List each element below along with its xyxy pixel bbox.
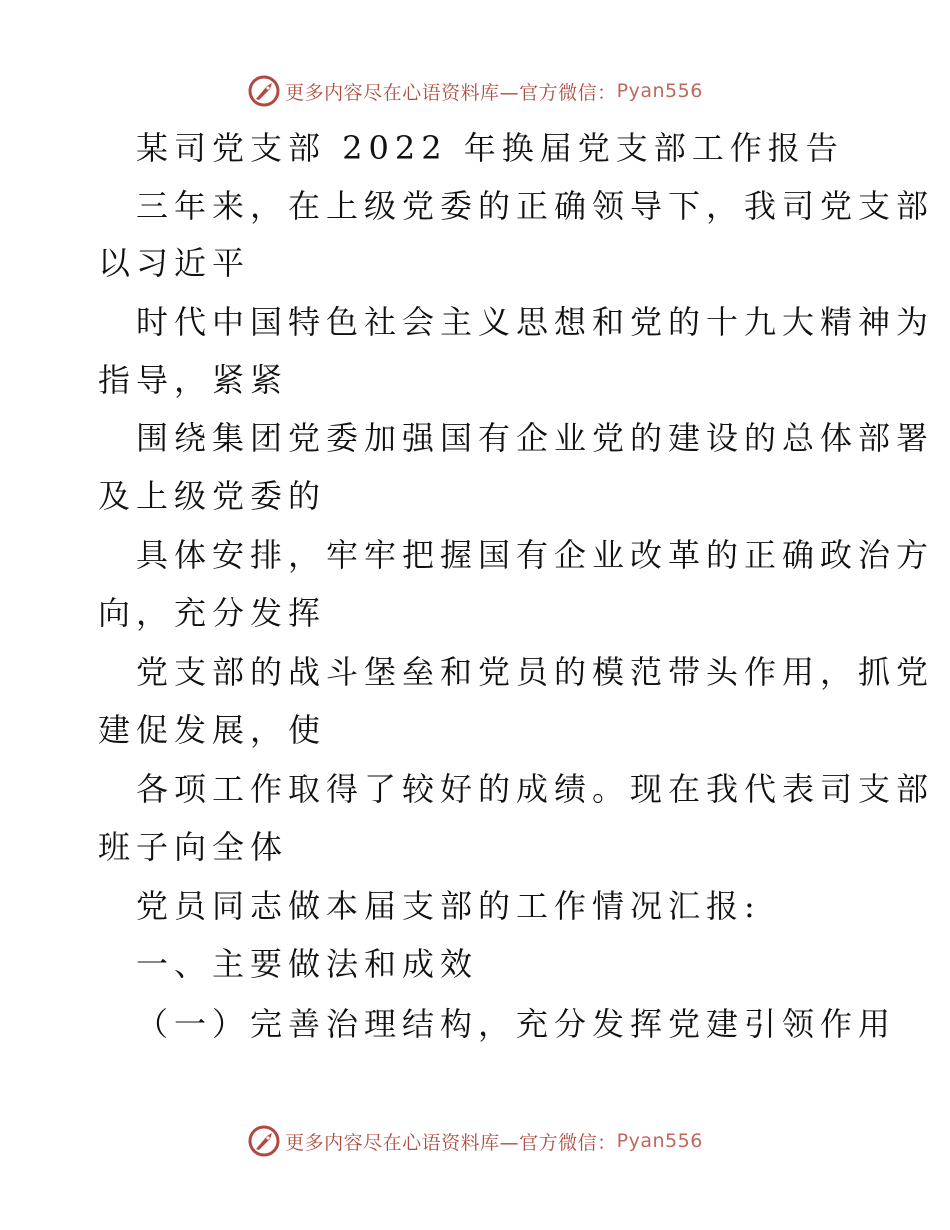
pen-nib-logo-icon [247, 74, 281, 108]
watermark-text-cn: 更多内容尽在心语资料库—官方微信： [285, 1131, 617, 1154]
paragraph-line: 及上级党委的 [98, 477, 327, 515]
paragraph-line: 向，充分发挥 [98, 594, 327, 632]
paragraph-line: 班子向全体 [98, 828, 289, 866]
paragraph-line: 各项工作取得了较好的成绩。现在我代表司支部 [136, 770, 935, 808]
paragraph-line: 具体安排，牢牢把握国有企业改革的正确政治方 [136, 536, 935, 574]
paragraph-line: 党支部的战斗堡垒和党员的模范带头作用，抓党 [136, 653, 935, 691]
paragraph-line: 时代中国特色社会主义思想和党的十九大精神为 [136, 303, 935, 341]
header-watermark [0, 74, 950, 108]
footer-watermark [0, 1124, 950, 1158]
paragraph-line: 以习近平 [98, 244, 251, 282]
paragraph-line: 建促发展，使 [98, 711, 327, 749]
paragraph-line: 党员同志做本届支部的工作情况汇报: [136, 887, 761, 925]
watermark-wechat-id: Pyan556 [616, 80, 703, 102]
paragraph-line: 三年来，在上级党委的正确领导下，我司党支部 [136, 187, 935, 225]
section-heading: 一、主要做法和成效 [136, 945, 479, 983]
document-title: 某司党支部 2022 年换届党支部工作报告 [136, 129, 844, 167]
paragraph-line: 围绕集团党委加强国有企业党的建设的总体部署 [136, 419, 935, 457]
paragraph-line: 指导，紧紧 [98, 361, 289, 399]
watermark-wechat-id: Pyan556 [616, 1130, 703, 1152]
subsection-heading: （一）完善治理结构，充分发挥党建引领作用 [136, 1005, 897, 1043]
pen-nib-logo-icon [247, 1124, 281, 1158]
watermark-text-cn: 更多内容尽在心语资料库—官方微信： [285, 81, 617, 104]
